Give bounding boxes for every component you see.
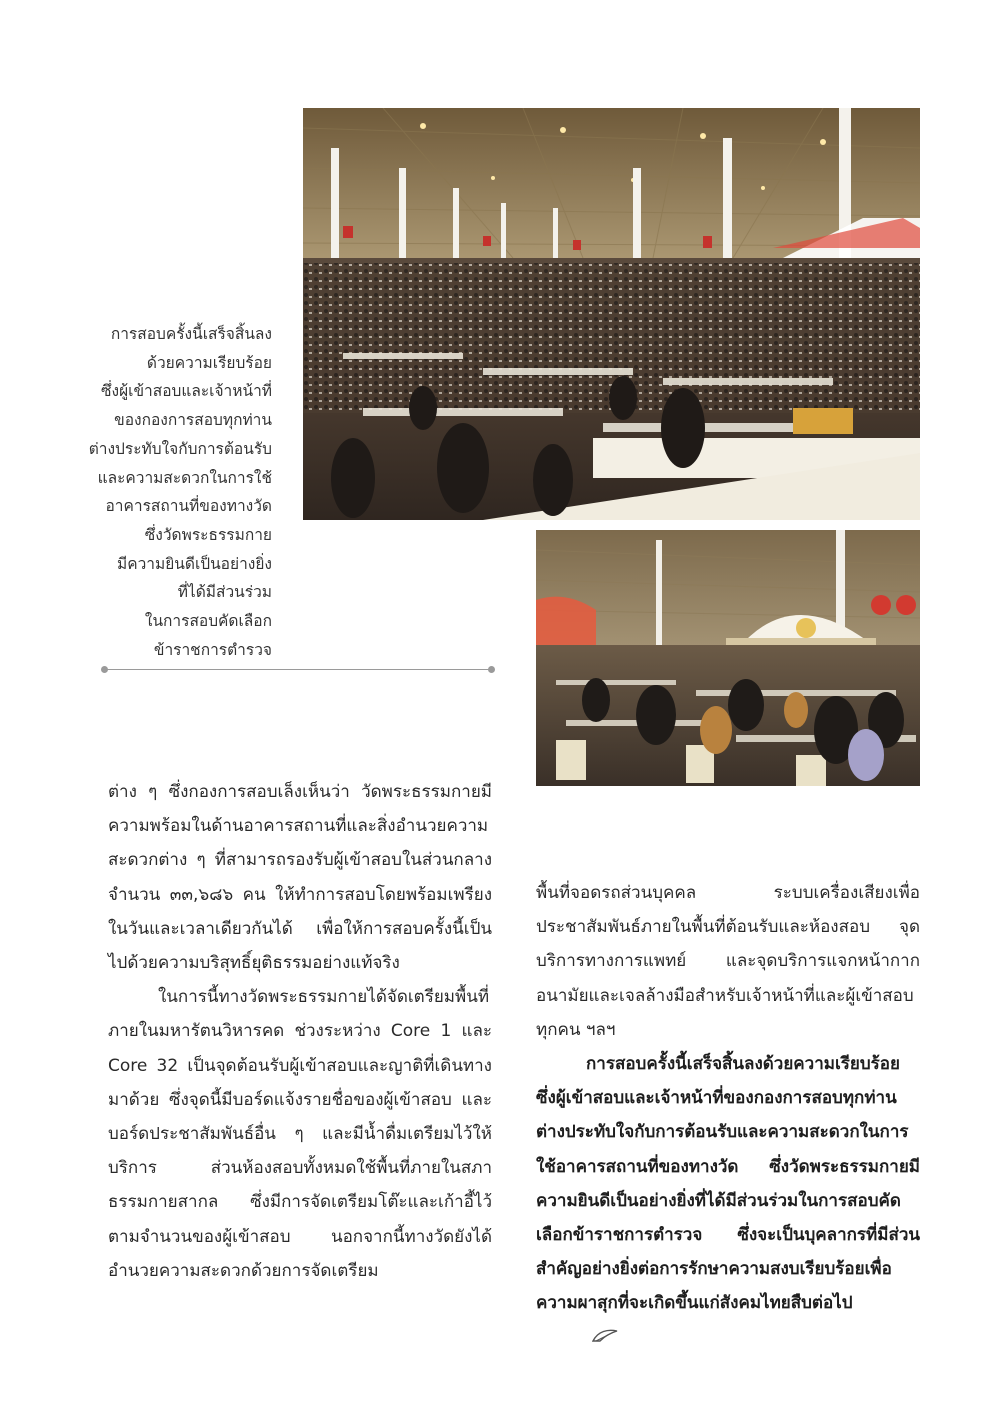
- caption-line: ซึ่งวัดพระธรรมกาย: [144, 525, 272, 544]
- body-paragraph: ในการนี้ทางวัดพระธรรมกายได้จัดเตรียมพื้นที่ภายในมหารัตนวิหารคด ช่วงระหว่าง Core 1 และ Core 32 เป็นจุดต้อนรับผู้เข้าสอบและญาติที่เดินทางมาด้วย ซึ่งจุดนี้มีบอร์ดแจ้งรายชื่อของผู้เข้าสอบ และบอร์ดประชาสัมพันธ์อื่น ๆ และมีน้ำดื่มเตรียมไว้ให้บริการ ส่วนห้องสอบทั้งหมดใช้พื้นที่ภายในสภาธรรมกายสากล ซึ่งมีการจัดเตรียมโต๊ะและเก้าอี้ไว้ตามจำนวนของผู้เข้าสอบ นอกจากนี้ทางวัดยังได้อำนวยความสะดวกด้วยการจัดเตรียม: [108, 987, 492, 1281]
- caption-line: ด้วยความเรียบร้อย: [146, 353, 272, 372]
- leaf-end-icon: [542, 1321, 618, 1355]
- exam-hall-photo-large: [303, 108, 920, 520]
- caption-line: ของกองการสอบทุกท่าน: [114, 411, 272, 430]
- caption-line: มีความยินดีเป็นอย่างยิ่ง: [117, 554, 272, 573]
- caption-divider: [104, 669, 492, 670]
- body-column-right: [536, 876, 920, 1355]
- closing-paragraph: [536, 1047, 920, 1355]
- body-paragraph: ต่าง ๆ ซึ่งกองการสอบเล็งเห็นว่า วัดพระธรรมกายมีความพร้อมในด้านอาคารสถานที่และสิ่งอำนวยความสะดวกต่าง ๆ ที่สามารถรองรับผู้เข้าสอบในส่วนกลางจำนวน ๓๓,๖๘๖ คน ให้ทำการสอบโดยพร้อมเพรียงในวันและเวลาเดียวกันได้ เพื่อให้การสอบครั้งนี้เป็นไปด้วยความบริสุทธิ์ยุติธรรมอย่างแท้จริง: [108, 782, 492, 974]
- body-column-left: [108, 775, 492, 1288]
- caption-line: ที่ได้มีส่วนร่วม: [177, 583, 272, 602]
- exam-hall-photo-small-image: [536, 530, 920, 786]
- caption-line: ในการสอบคัดเลือก: [144, 612, 272, 631]
- photo-caption: [60, 320, 272, 664]
- divider-dot-left: [101, 666, 108, 673]
- divider-dot-right: [488, 666, 495, 673]
- closing-paragraph-text: การสอบครั้งนี้เสร็จสิ้นลงด้วยความเรียบร้อย ซึ่งผู้เข้าสอบและเจ้าหน้าที่ของกองการสอบทุกท่านต่างประทับใจกับการต้อนรับและความสะดวกในการใช้อาคารสถานที่ของทางวัด ซึ่งวัดพระธรรมกายมีความยินดีเป็นอย่างยิ่งที่ได้มีส่วนร่วมในการสอบคัดเลือกข้าราชการตำรวจ ซึ่งจะเป็นบุคลากรที่มีส่วนสำคัญอย่างยิ่งต่อการรักษาความสงบเรียบร้อยเพื่อความผาสุกที่จะเกิดขึ้นแก่สังคมไทยสืบต่อไป: [536, 1054, 920, 1314]
- caption-line: ข้าราชการตำรวจ: [153, 640, 272, 659]
- caption-line: ต่างประทับใจกับการต้อนรับ: [88, 439, 272, 458]
- caption-line: ซึ่งผู้เข้าสอบและเจ้าหน้าที่: [100, 382, 272, 401]
- exam-hall-photo-large-image: [303, 108, 920, 520]
- body-paragraph: พื้นที่จอดรถส่วนบุคคล ระบบเครื่องเสียงเพื่อประชาสัมพันธ์ภายในพื้นที่ต้อนรับและห้องสอบ จุดบริการทางการแพทย์ และจุดบริการแจกหน้ากากอนามัยและเจลล้างมือสำหรับเจ้าหน้าที่และผู้เข้าสอบทุกคน ฯลฯ: [536, 883, 920, 1040]
- caption-line: อาคารสถานที่ของทางวัด: [105, 497, 272, 516]
- exam-hall-photo-small: [536, 530, 920, 786]
- caption-line: และความสะดวกในการใช้: [97, 468, 272, 487]
- caption-line: การสอบครั้งนี้เสร็จสิ้นลง: [110, 325, 272, 343]
